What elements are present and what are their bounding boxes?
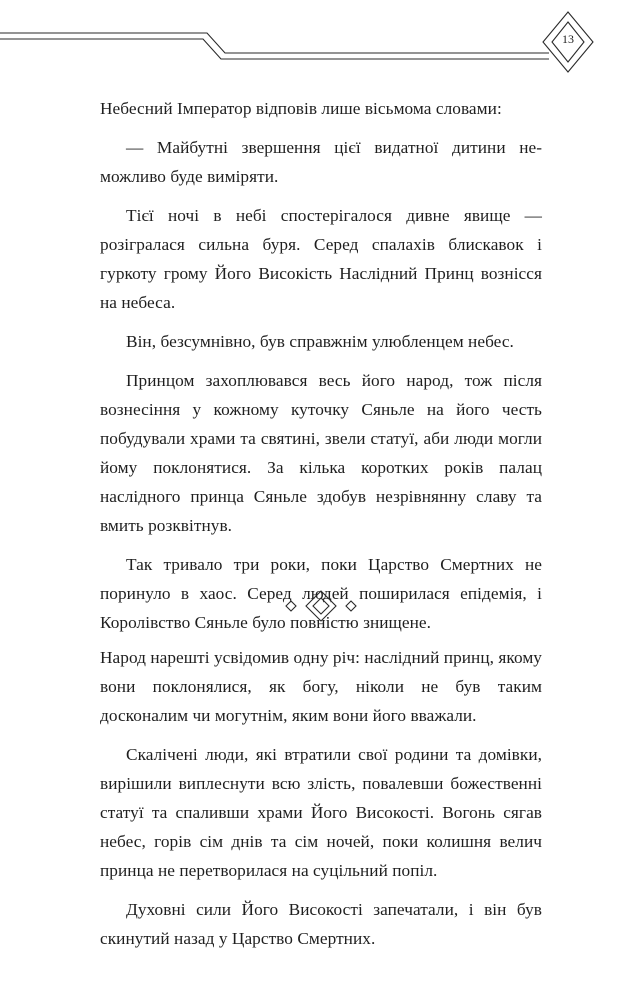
text-section-2 <box>100 643 542 963</box>
small-diamond-left-icon <box>286 601 296 611</box>
large-diamond-outer-icon <box>306 591 336 621</box>
paragraph-3: Тієї ночі в небі спостерігалося дивне явище — розігралася сильна буря. Серед спалахів блискавок і гуркоту грому Його Високість Наслідний Принц вознісся на небеса. <box>100 206 542 312</box>
page-number: 13 <box>562 32 574 46</box>
paragraph-4: Він, безсумнівно, був справжнім улюбленцем небес. <box>126 332 514 351</box>
small-diamond-right-icon <box>346 601 356 611</box>
large-diamond-inner-icon <box>313 598 329 614</box>
paragraph-7: Народ нарешті усвідомив одну річ: наслідний принц, якому вони поклонялися, як богу, ніколи не був таким досконалим чи могутнім, яким вони його вважали. <box>100 648 542 725</box>
paragraph-8: Скалічені люди, які втратили свої родини та домівки, вирішили виплеснути всю злість, повалевши божественні статуї та спаливши храми Його Високості. Вогонь сягав небес, горів сім днів та сім ночей, поки колишня велич принца не перетворилася на суцільний попіл. <box>100 745 542 880</box>
paragraph-9: Духовні сили Його Високості запечатали, і він був скинутий назад у Царство Смертних. <box>100 900 542 948</box>
header-line-ornament <box>0 0 629 80</box>
paragraph-2: — Майбутні звершення цієї видатної дитини неможливо буде виміряти. <box>100 138 542 186</box>
paragraph-6: Так тривало три роки, поки Царство Смертних не поринуло в хаос. Серед людей поширилася епідемія, і Королівство Сяньле було повністю знищене. <box>100 555 542 632</box>
diamond-divider-ornament <box>281 589 361 623</box>
text-section-1 <box>100 94 542 647</box>
paragraph-1: Небесний Імператор відповів лише вісьмома словами: <box>100 99 502 118</box>
paragraph-5: Принцом захоплювався весь його народ, тож після вознесіння у кожному куточку Сяньле на його честь побудували храми та святині, звели статуї, аби люди могли йому поклонятися. За кілька коротких років палац наслідного принца Сяньле здобув незрівнянну славу та вмить розквітнув. <box>100 371 542 535</box>
